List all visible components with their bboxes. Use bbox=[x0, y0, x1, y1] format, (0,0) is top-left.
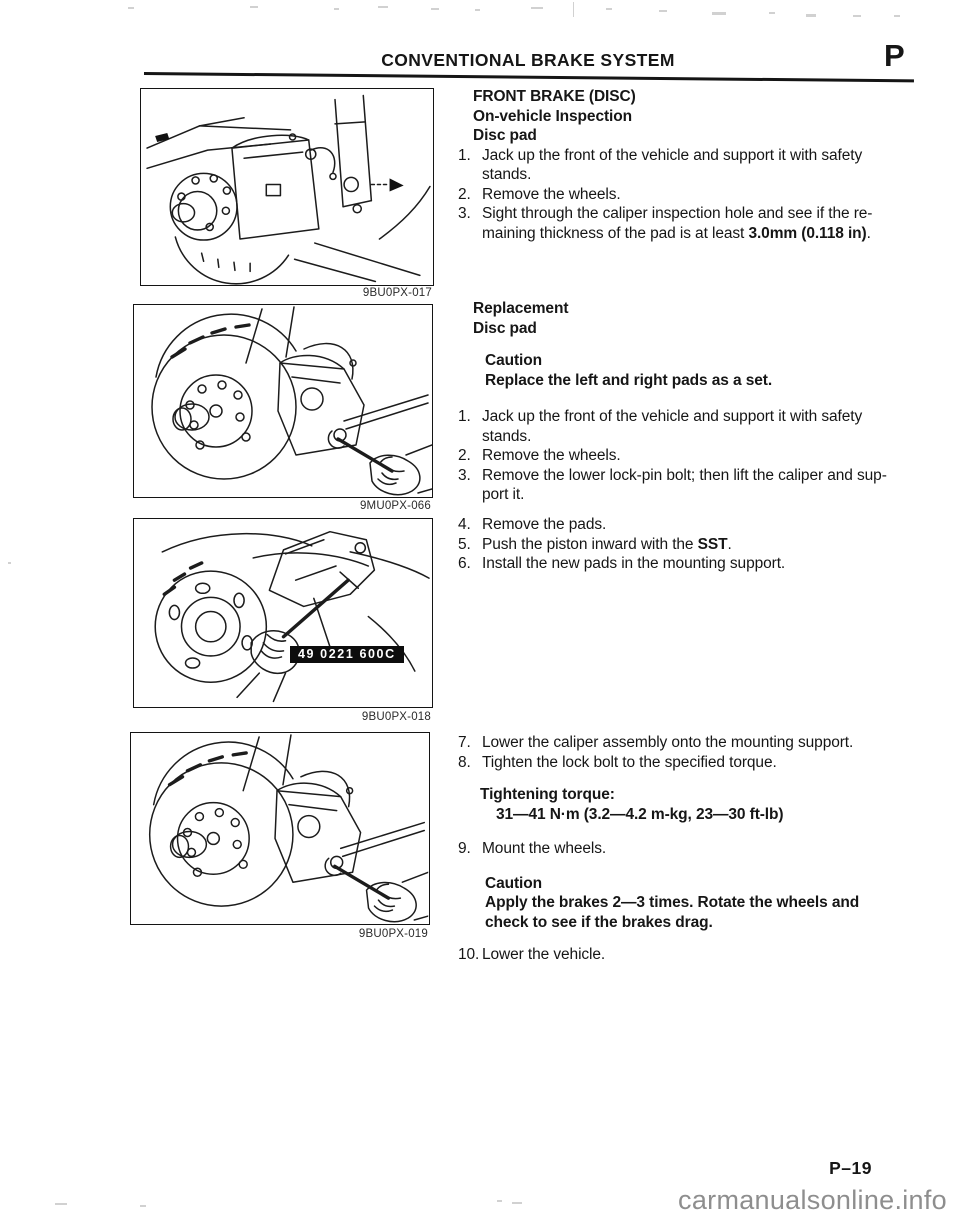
sst-piston-illustration bbox=[134, 519, 432, 707]
caution-text: Replace the left and right pads as a set. bbox=[485, 371, 773, 389]
figure-code: 9BU0PX-018 bbox=[361, 711, 431, 723]
replacement-steps-4-6 bbox=[458, 515, 936, 574]
scan-artifact bbox=[128, 7, 134, 9]
replacement-steps-1-3 bbox=[458, 407, 936, 505]
procedure-step: 9. Mount the wheels. bbox=[458, 840, 607, 857]
page-number: P–19 bbox=[829, 1158, 872, 1178]
scan-artifact bbox=[573, 2, 574, 17]
replacement-step-10 bbox=[458, 945, 936, 965]
caution-label: Caution bbox=[485, 874, 542, 892]
torque-value: 31—41 N·m (3.2—4.2 m-kg, 23—30 ft-lb) bbox=[496, 805, 784, 823]
procedure-step: 3. Remove the lower lock-pin bolt; then lift the caliper and sup- port it. bbox=[458, 466, 887, 503]
scan-artifact bbox=[250, 6, 258, 8]
watermark: carmanualsonline.info bbox=[678, 1185, 947, 1215]
scan-artifact bbox=[512, 1202, 522, 1204]
figure-code: 9MU0PX-066 bbox=[359, 500, 431, 512]
caution-note bbox=[485, 351, 936, 390]
procedure-step: 5. Push the piston inward with the SST. bbox=[458, 535, 732, 553]
section-title: Replacement bbox=[473, 300, 569, 317]
replacement-steps-7-10 bbox=[458, 733, 936, 965]
page-title: CONVENTIONAL BRAKE SYSTEM bbox=[381, 50, 675, 70]
replacement-steps-7-8 bbox=[458, 733, 936, 772]
procedure-step: 1. Jack up the front of the vehicle and support it with safety stands. bbox=[458, 146, 863, 183]
procedure-step: 4. Remove the pads. bbox=[458, 516, 607, 533]
figure-lockpin-removal bbox=[133, 304, 433, 498]
scan-artifact bbox=[140, 1205, 146, 1207]
scan-artifact bbox=[853, 15, 861, 17]
figure-lock-bolt-tighten bbox=[130, 732, 430, 925]
procedure-step: 8. Tighten the lock bolt to the specified torque. bbox=[458, 753, 777, 771]
section-subtitle: On-vehicle Inspection bbox=[473, 107, 632, 125]
sst-part-number-badge: 49 0221 600C bbox=[290, 646, 404, 663]
scan-artifact bbox=[497, 1200, 502, 1202]
caliper-install-illustration bbox=[131, 733, 429, 924]
replacement-step-9 bbox=[458, 839, 936, 859]
section-replacement bbox=[458, 299, 936, 505]
caution-note bbox=[485, 874, 936, 933]
figure-front-brake-assembly bbox=[140, 88, 434, 286]
scan-artifact bbox=[894, 15, 900, 17]
procedure-step: 2. Remove the wheels. bbox=[458, 447, 621, 464]
scan-artifact bbox=[659, 10, 667, 12]
scan-artifact bbox=[606, 8, 612, 10]
inspection-steps bbox=[458, 146, 936, 244]
section-subheading: Disc pad bbox=[473, 319, 537, 337]
section-inspection bbox=[458, 87, 936, 243]
caliper-removal-illustration bbox=[134, 305, 432, 497]
figure-code: 9BU0PX-017 bbox=[362, 287, 432, 299]
procedure-step: 6. Install the new pads in the mounting support. bbox=[458, 555, 786, 572]
scan-artifact bbox=[475, 9, 480, 11]
brake-assembly-illustration bbox=[141, 89, 433, 285]
caution-label: Caution bbox=[485, 352, 542, 369]
procedure-step: 3. Sight through the caliper inspection hole and see if the re- maining thickness of the pad is at least 3.0mm (0.118 in). bbox=[458, 205, 873, 242]
section-subheading: Disc pad bbox=[473, 127, 537, 144]
procedure-step: 10. Lower the vehicle. bbox=[458, 946, 606, 963]
figure-code: 9BU0PX-019 bbox=[358, 928, 428, 940]
caution-text: Apply the brakes 2—3 times. Rotate the wheels and check to see if the brakes drag. bbox=[485, 894, 860, 931]
header-rule bbox=[144, 72, 914, 82]
scan-artifact bbox=[334, 8, 339, 10]
scan-artifact bbox=[769, 12, 775, 14]
section-title: FRONT BRAKE (DISC) bbox=[473, 88, 636, 105]
scan-artifact bbox=[431, 8, 439, 10]
scan-artifact bbox=[8, 562, 11, 564]
scan-artifact bbox=[55, 1203, 67, 1205]
scan-artifact bbox=[378, 6, 388, 8]
scan-artifact bbox=[806, 14, 816, 17]
procedure-step: 2. Remove the wheels. bbox=[458, 185, 621, 203]
figure-sst-piston bbox=[133, 518, 433, 708]
torque-label: Tightening torque: bbox=[480, 786, 615, 803]
procedure-step: 7. Lower the caliper assembly onto the mounting support. bbox=[458, 734, 854, 751]
scan-artifact bbox=[531, 7, 543, 9]
tightening-torque bbox=[480, 785, 936, 824]
scan-artifact bbox=[712, 12, 726, 15]
section-letter: P bbox=[884, 38, 905, 73]
procedure-step: 1. Jack up the front of the vehicle and support it with safety stands. bbox=[458, 408, 863, 445]
